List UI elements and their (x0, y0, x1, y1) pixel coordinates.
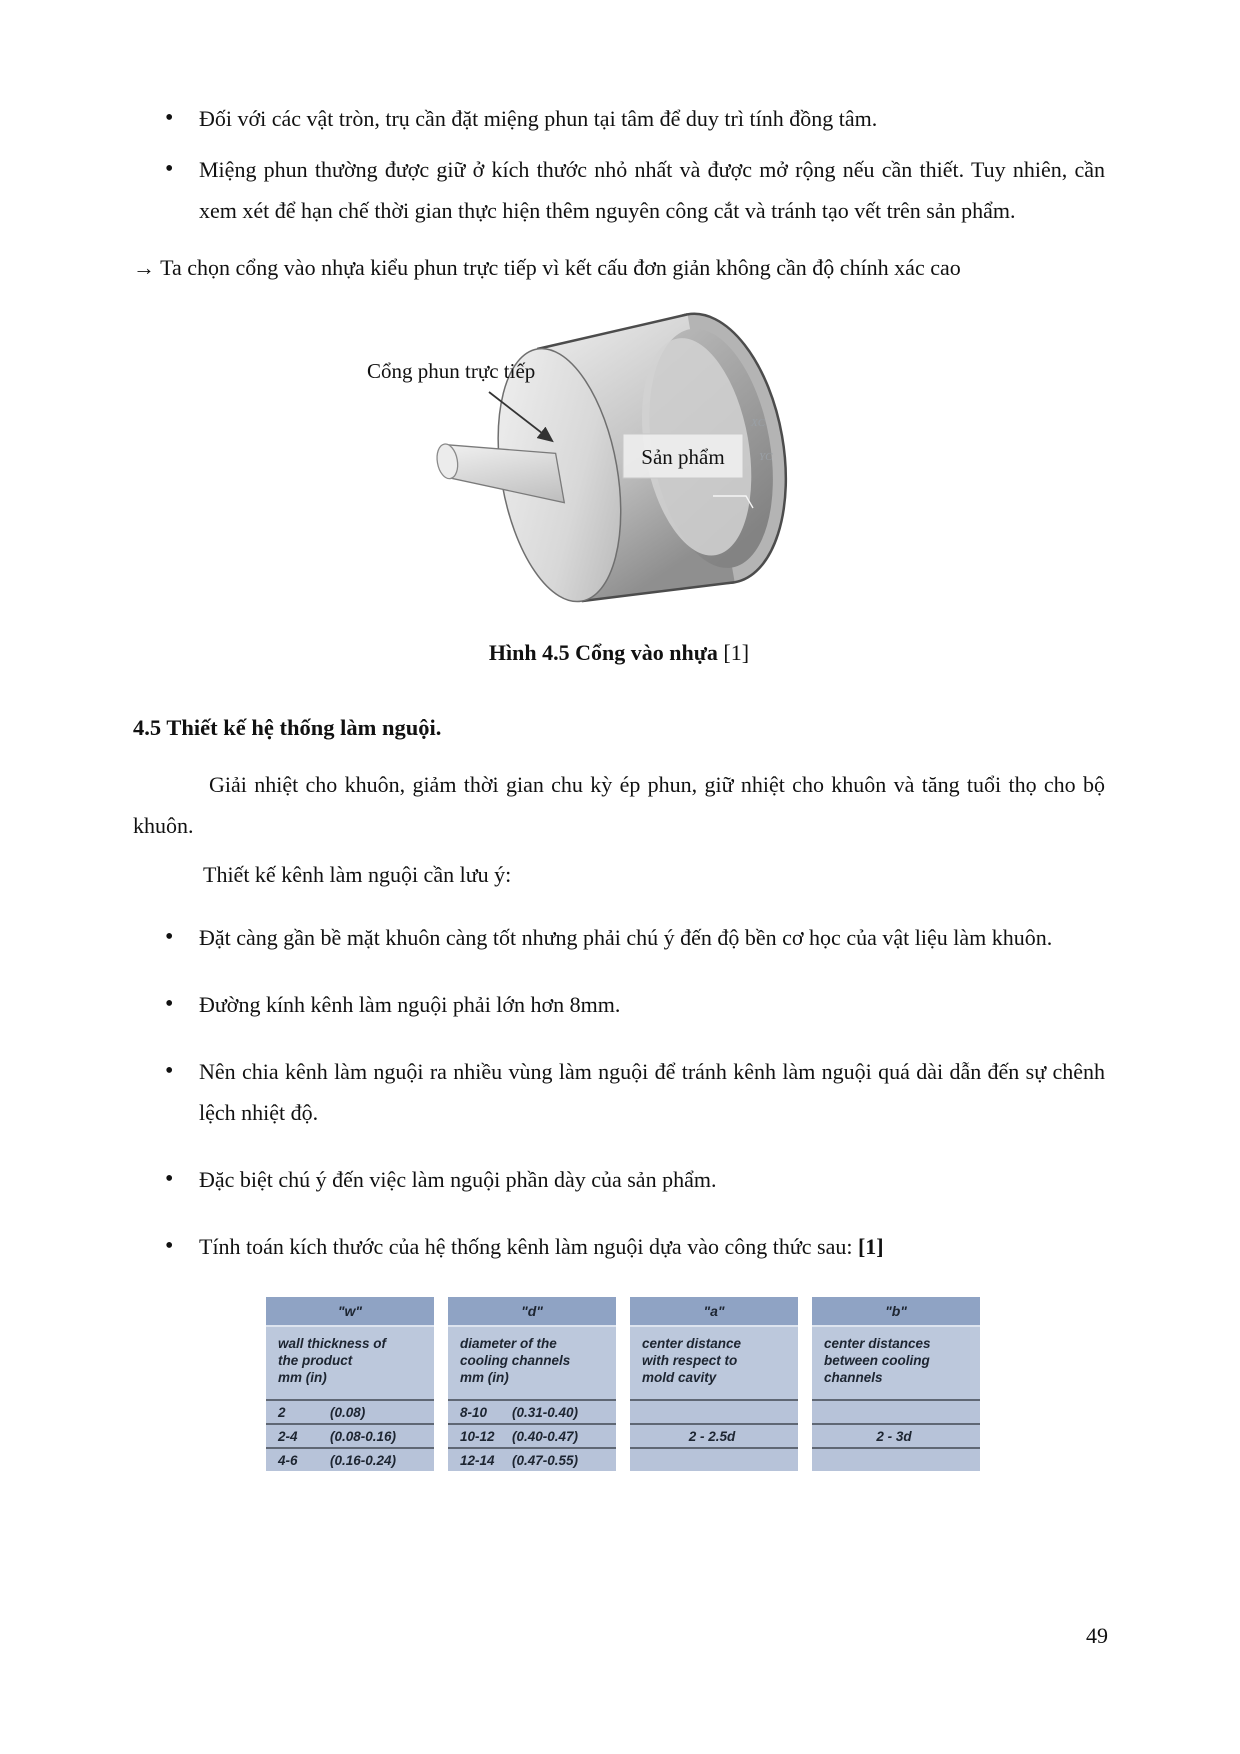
cell-value: 4-6 (278, 1452, 298, 1468)
cooling-notes-list (133, 917, 1105, 1267)
cell-range: (0.47-0.55) (512, 1452, 579, 1468)
list-item-text: Đối với các vật tròn, trụ cần đặt miệng phun tại tâm để duy trì tính đồng tâm. (199, 106, 878, 131)
list-item-text: Đường kính kênh làm nguội phải lớn hơn 8mm. (199, 992, 621, 1017)
table-column-b (812, 1297, 980, 1471)
table-column-w (266, 1297, 434, 1471)
table-row (630, 1423, 798, 1447)
description-line: cooling channels (460, 1353, 571, 1368)
table-row (448, 1447, 616, 1471)
figure-gate-illustration (361, 298, 806, 610)
figure-caption (133, 632, 1105, 673)
description-line: the product (278, 1353, 353, 1368)
cell-range: (0.31-0.40) (512, 1404, 579, 1420)
column-header: "a" (630, 1297, 798, 1327)
cell-range: (0.16-0.24) (330, 1452, 397, 1468)
cell-value: 10-12 (460, 1428, 495, 1444)
column-description (812, 1327, 980, 1399)
formula-reference: [1] (857, 1234, 884, 1259)
description-line: mold cavity (642, 1370, 717, 1385)
cooling-channel-table (266, 1297, 1105, 1471)
list-item-formula (133, 1226, 1105, 1267)
list-item-text: Đặt càng gần bề mặt khuôn càng tốt nhưng phải chú ý đến độ bền cơ học của vật liệu làm khuôn. (199, 925, 1053, 950)
description-line: channels (824, 1370, 883, 1385)
table-row (266, 1447, 434, 1471)
list-item (133, 1159, 1105, 1200)
description-line: center distance (642, 1336, 742, 1351)
column-header: "d" (448, 1297, 616, 1327)
list-item-text: Nên chia kênh làm nguội ra nhiều vùng làm nguội để tránh kênh làm nguội quá dài dẫn đến sự chênh lệch nhiệt độ. (199, 1059, 1105, 1125)
cell-value: 8-10 (460, 1404, 488, 1420)
table-row (812, 1447, 980, 1471)
table-row (266, 1399, 434, 1423)
description-line: wall thickness of (278, 1336, 387, 1351)
cell-range: (0.08-0.16) (330, 1428, 397, 1444)
table-row (448, 1399, 616, 1423)
axis-x-label: XC (751, 417, 766, 429)
page-number: 49 (1086, 1623, 1108, 1648)
cell-value: 12-14 (460, 1452, 495, 1468)
description-line: diameter of the (460, 1336, 557, 1351)
gate-notes-list (133, 98, 1105, 231)
list-item-text: Miệng phun thường được giữ ở kích thước nhỏ nhất và được mở rộng nếu cần thiết. Tuy nhiên, cần xem xét để hạn chế thời gian thực hiện thêm nguyên công cắt và tránh tạo vết trên sản phẩm. (199, 157, 1105, 223)
cell-range: (0.08) (330, 1404, 366, 1420)
product-label: Sản phẩm (641, 445, 725, 469)
cell-value: 2 - 2.5d (688, 1428, 736, 1444)
column-description (630, 1327, 798, 1399)
list-item-text: Đặc biệt chú ý đến việc làm nguội phần dày của sản phẩm. (199, 1167, 717, 1192)
table-row (812, 1423, 980, 1447)
column-header: "b" (812, 1297, 980, 1327)
column-description (448, 1327, 616, 1399)
description-line: with respect to (642, 1353, 738, 1368)
paragraph-cooling-purpose: Giải nhiệt cho khuôn, giảm thời gian chu kỳ ép phun, giữ nhiệt cho khuôn và tăng tuổi thọ cho bộ khuôn. (133, 772, 1105, 838)
paragraph-design-note: Thiết kế kênh làm nguội cần lưu ý: (203, 862, 512, 887)
column-header: "w" (266, 1297, 434, 1327)
list-item (133, 1051, 1105, 1133)
list-item (133, 984, 1105, 1025)
table-row (266, 1423, 434, 1447)
cell-range: (0.40-0.47) (512, 1428, 579, 1444)
description-line: mm (in) (278, 1370, 327, 1385)
axis-y-label: YC (759, 451, 773, 463)
table-row (630, 1399, 798, 1423)
cell-value: 2 (278, 1404, 286, 1420)
conclusion-paragraph: → Ta chọn cổng vào nhựa kiểu phun trực tiếp vì kết cấu đơn giản không cần độ chính xác cao (133, 255, 961, 280)
list-item-text: Tính toán kích thước của hệ thống kênh làm nguội dựa vào công thức sau: (199, 1234, 858, 1259)
section-heading: 4.5 Thiết kế hệ thống làm nguội. (133, 715, 442, 740)
figure-caption-reference: [1] (717, 640, 750, 665)
list-item (133, 149, 1105, 231)
table-row (630, 1447, 798, 1471)
list-item (133, 98, 1105, 139)
table-column-d (448, 1297, 616, 1471)
column-description (266, 1327, 434, 1399)
gate-label: Cổng phun trực tiếp (367, 359, 536, 383)
cylinder-part-drawing (361, 298, 806, 610)
table-row (812, 1399, 980, 1423)
figure-caption-title: Hình 4.5 Cổng vào nhựa (488, 640, 718, 665)
table-column-a (630, 1297, 798, 1471)
description-line: between cooling (824, 1353, 930, 1368)
list-item (133, 917, 1105, 958)
description-line: mm (in) (460, 1370, 509, 1385)
cylinder-body (420, 302, 806, 610)
cell-value: 2 - 3d (876, 1428, 912, 1444)
table-row (448, 1423, 616, 1447)
product-label-box (623, 434, 743, 478)
description-line: center distances (824, 1336, 931, 1351)
cell-value: 2-4 (278, 1428, 298, 1444)
